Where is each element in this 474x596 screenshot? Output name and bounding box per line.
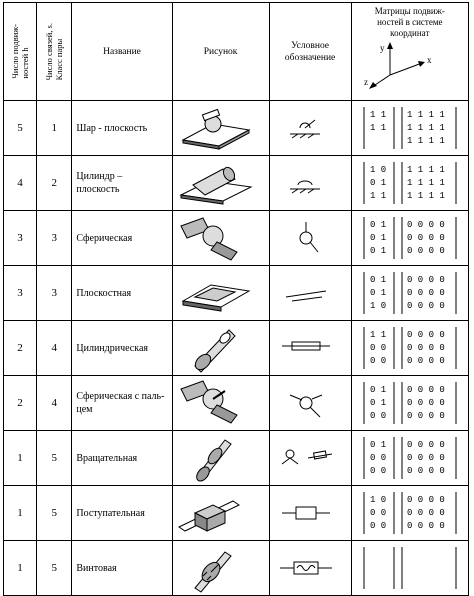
ball-plane-symbol	[270, 102, 342, 154]
drawing-cell	[172, 321, 269, 376]
header-symbol: Условное обозначение	[269, 3, 351, 101]
prismatic-drawing	[173, 487, 258, 539]
links-cell: 2	[37, 156, 72, 211]
matrix-left-line: 0 1	[369, 233, 386, 243]
matrix-left-line: 0 1	[369, 275, 386, 285]
planar-symbol	[270, 267, 342, 319]
matrix-right-line: 0 0 0 0	[406, 330, 445, 340]
symbol-cell	[269, 156, 351, 211]
matrix-right-line: 0 0 0 0	[406, 246, 445, 256]
matrix-right-line: 1 1 1 1	[406, 136, 445, 146]
matrix-cell	[351, 321, 468, 376]
header-links: Число связей, s. Класс пары	[37, 3, 72, 101]
matrix-cell	[351, 431, 468, 486]
symbol-cell	[269, 541, 351, 596]
matrix-right-line: 0 0 0 0	[406, 508, 445, 518]
symbol-cell	[269, 431, 351, 486]
table-row	[4, 431, 469, 486]
cylinder-plane-drawing	[173, 157, 258, 209]
table-row	[4, 211, 469, 266]
pair-name: Вращательная	[72, 431, 172, 486]
matrix-right-line: 0 0 0 0	[406, 220, 445, 230]
symbol-cell	[269, 321, 351, 376]
spherical-pin-drawing	[173, 377, 258, 429]
matrix-right-line: 0 0 0 0	[406, 411, 445, 421]
cylindrical-symbol	[270, 322, 342, 374]
matrix-left-line: 0 1	[369, 385, 386, 395]
matrix-right-line: 0 0 0 0	[406, 356, 445, 366]
links-cell: 5	[37, 431, 72, 486]
links-cell: 3	[37, 211, 72, 266]
mobility-cell: 2	[4, 321, 37, 376]
matrix-left-line: 0 1	[369, 246, 386, 256]
symbol-cell	[269, 266, 351, 321]
mobility-cell: 2	[4, 376, 37, 431]
header-matrix: Матрицы подвиж- ностей в системе координат y x z	[351, 3, 468, 101]
drawing-cell	[172, 156, 269, 211]
mobility-cell: 1	[4, 431, 37, 486]
header-name: Название	[72, 3, 172, 101]
matrix-cell	[351, 211, 468, 266]
table-row	[4, 101, 469, 156]
matrix-left-line: 1 0	[369, 165, 386, 175]
table-row	[4, 266, 469, 321]
matrix-right-line: 0 0 0 0	[406, 233, 445, 243]
helical-symbol	[270, 542, 342, 594]
links-cell: 4	[37, 321, 72, 376]
matrix-right-line: 0 0 0 0	[406, 440, 445, 450]
matrix-left-line: 1 1	[369, 110, 386, 120]
matrix-right-line: 0 0 0 0	[406, 521, 445, 531]
mobility-matrix	[360, 433, 460, 483]
mobility-matrix	[360, 158, 460, 208]
links-cell: 5	[37, 541, 72, 596]
table-row	[4, 541, 469, 596]
matrix-right-line: 0 0 0 0	[406, 453, 445, 463]
mobility-matrix	[360, 378, 460, 428]
links-cell: 3	[37, 266, 72, 321]
matrix-left-line: 0 0	[369, 508, 386, 518]
spherical-drawing	[173, 212, 258, 264]
pair-name: Сферическая	[72, 211, 172, 266]
revolute-symbol	[270, 432, 342, 484]
header-mobility: Число подвиж- ностей h	[4, 3, 37, 101]
drawing-cell	[172, 101, 269, 156]
matrix-right-line: 0 0 0 0	[406, 343, 445, 353]
pair-name: Поступательная	[72, 486, 172, 541]
drawing-cell	[172, 541, 269, 596]
mobility-cell: 1	[4, 541, 37, 596]
symbol-cell	[269, 211, 351, 266]
links-cell: 1	[37, 101, 72, 156]
matrix-left-line: 0 1	[369, 220, 386, 230]
prismatic-symbol	[270, 487, 342, 539]
mobility-matrix	[360, 488, 460, 538]
table-row	[4, 321, 469, 376]
mobility-cell: 3	[4, 211, 37, 266]
matrix-right-line: 0 0 0 0	[406, 466, 445, 476]
pair-name: Плоскостная	[72, 266, 172, 321]
matrix-right-line: 1 1 1 1	[406, 165, 445, 175]
pair-name: Винтовая	[72, 541, 172, 596]
mobility-matrix	[360, 268, 460, 318]
cylinder-plane-symbol	[270, 157, 342, 209]
links-cell: 5	[37, 486, 72, 541]
revolute-drawing	[173, 432, 258, 484]
matrix-left-line: 0 0	[369, 453, 386, 463]
matrix-right-line: 0 0 0 0	[406, 385, 445, 395]
matrix-right-line: 0 0 0 0	[406, 495, 445, 505]
matrix-left-line: 0 1	[369, 398, 386, 408]
mobility-matrix	[360, 103, 460, 153]
matrix-left-line: 0 0	[369, 466, 386, 476]
drawing-cell	[172, 266, 269, 321]
matrix-left-line: 1 1	[369, 330, 386, 340]
matrix-left-line: 0 1	[369, 288, 386, 298]
matrix-left-line: 0 0	[369, 411, 386, 421]
matrix-right-line: 1 1 1 1	[406, 178, 445, 188]
matrix-cell	[351, 101, 468, 156]
pair-name: Цилиндр – плоскость	[72, 156, 172, 211]
axis-x-label: x	[426, 55, 432, 65]
matrix-left-line: 0 0	[369, 356, 386, 366]
drawing-cell	[172, 376, 269, 431]
table-row	[4, 156, 469, 211]
pair-name: Цилиндрическая	[72, 321, 172, 376]
table-row	[4, 486, 469, 541]
axis-y-label: y	[379, 43, 385, 53]
mobility-matrix	[360, 323, 460, 373]
mobility-cell: 3	[4, 266, 37, 321]
drawing-cell	[172, 431, 269, 486]
kinematic-pairs-table	[3, 2, 469, 596]
matrix-cell	[351, 266, 468, 321]
drawing-cell	[172, 211, 269, 266]
matrix-left-line: 1 1	[369, 191, 386, 201]
drawing-cell	[172, 486, 269, 541]
matrix-right-line: 0 0 0 0	[406, 288, 445, 298]
matrix-left-line: 1 1	[369, 123, 386, 133]
matrix-right-line: 1 1 1 1	[406, 123, 445, 133]
helical-drawing	[173, 542, 258, 594]
mobility-cell: 5	[4, 101, 37, 156]
symbol-cell	[269, 101, 351, 156]
spherical-symbol	[270, 212, 342, 264]
axis-z-label: z	[363, 77, 368, 87]
pair-name: Сферическая с паль- цем	[72, 376, 172, 431]
matrix-left-line: 0 0	[369, 521, 386, 531]
matrix-left-line: 0 1	[369, 178, 386, 188]
matrix-cell	[351, 541, 468, 596]
matrix-right-line: 0 0 0 0	[406, 275, 445, 285]
mobility-matrix	[360, 213, 460, 263]
matrix-cell	[351, 486, 468, 541]
matrix-cell	[351, 376, 468, 431]
matrix-right-line: 0 0 0 0	[406, 398, 445, 408]
ball-plane-drawing	[173, 102, 258, 154]
mobility-cell: 1	[4, 486, 37, 541]
matrix-right-line: 1 1 1 1	[406, 110, 445, 120]
axes-diagram	[352, 39, 452, 91]
header-row	[4, 3, 469, 101]
matrix-right-line: 1 1 1 1	[406, 191, 445, 201]
table-row	[4, 376, 469, 431]
spherical-pin-symbol	[270, 377, 342, 429]
links-cell: 4	[37, 376, 72, 431]
planar-drawing	[173, 267, 258, 319]
symbol-cell	[269, 486, 351, 541]
mobility-cell: 4	[4, 156, 37, 211]
symbol-cell	[269, 376, 351, 431]
header-drawing: Рисунок	[172, 3, 269, 101]
matrix-left-line: 1 0	[369, 495, 386, 505]
cylindrical-drawing	[173, 322, 258, 374]
matrix-right-line: 0 0 0 0	[406, 301, 445, 311]
matrix-cell	[351, 156, 468, 211]
matrix-left-line: 0 0	[369, 343, 386, 353]
pair-name: Шар - плоскость	[72, 101, 172, 156]
matrix-left-line: 1 0	[369, 301, 386, 311]
matrix-left-line: 0 1	[369, 440, 386, 450]
